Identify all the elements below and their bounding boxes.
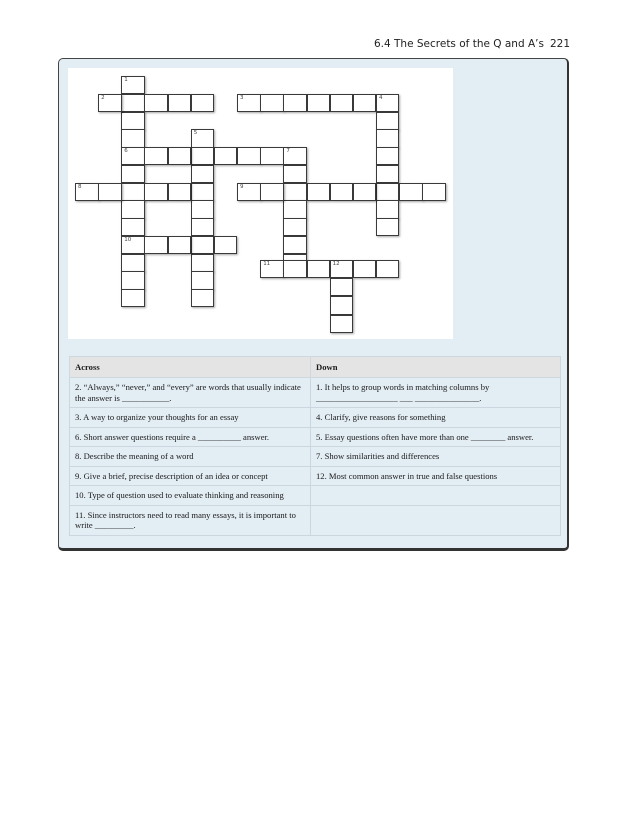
crossword-cell[interactable] xyxy=(191,165,215,183)
crossword-cell[interactable] xyxy=(168,236,192,254)
across-clue-3: 3. A way to organize your thoughts for an essay xyxy=(70,408,311,428)
clue-number: 5 xyxy=(193,130,198,137)
crossword-cell[interactable] xyxy=(98,94,122,112)
crossword-cell[interactable] xyxy=(237,147,261,165)
clue-number: 8 xyxy=(78,183,82,190)
down-clue-4: 4. Clarify, give reasons for something xyxy=(311,408,561,428)
crossword-cell[interactable] xyxy=(191,94,215,112)
clue-row xyxy=(70,427,561,447)
running-head-title: 6.4 The Secrets of the Q and A’s xyxy=(373,38,544,50)
across-clue-8: 8. Describe the meaning of a word xyxy=(70,447,311,467)
clue-row xyxy=(70,408,561,428)
clue-number: 1 xyxy=(124,77,128,83)
crossword-cell[interactable] xyxy=(376,218,400,236)
crossword-cell[interactable] xyxy=(330,183,354,201)
crossword-cell[interactable] xyxy=(330,94,354,112)
crossword-cell[interactable] xyxy=(399,183,423,201)
clue-row xyxy=(70,378,561,408)
crossword-cell[interactable] xyxy=(283,218,307,236)
down-clue-1: 1. It helps to group words in matching columns by ___________________ ___ _______________. xyxy=(311,378,561,408)
crossword-cell[interactable] xyxy=(191,183,215,201)
crossword-cell[interactable] xyxy=(376,200,400,218)
crossword-cell[interactable] xyxy=(191,236,215,254)
clue-number: 6 xyxy=(124,148,128,154)
crossword-cell[interactable] xyxy=(376,260,400,278)
crossword-cell[interactable] xyxy=(191,218,215,236)
crossword-cell[interactable] xyxy=(144,94,168,112)
crossword-cell[interactable] xyxy=(330,260,354,278)
crossword-grid xyxy=(68,68,453,339)
down-clue-7: 7. Show similarities and differences xyxy=(311,447,561,467)
crossword-cell[interactable] xyxy=(121,94,145,112)
down-header: Down xyxy=(311,357,561,378)
clues-table xyxy=(69,356,561,536)
down-clue-12: 12. Most common answer in true and false questions xyxy=(311,466,561,486)
across-clue-6: 6. Short answer questions require a __________ answer. xyxy=(70,427,311,447)
page-number: 221 xyxy=(549,38,570,50)
crossword-cell[interactable] xyxy=(307,183,331,201)
clue-row xyxy=(70,486,561,506)
crossword-cell[interactable] xyxy=(260,147,284,165)
crossword-cell[interactable] xyxy=(422,183,446,201)
crossword-cell[interactable] xyxy=(121,289,145,307)
crossword-cell[interactable] xyxy=(121,165,145,183)
across-clue-11: 11. Since instructors need to read many essays, it is important to write _________. xyxy=(70,505,311,535)
crossword-cell[interactable] xyxy=(121,200,145,218)
crossword-cell[interactable] xyxy=(376,165,400,183)
clue-number: 12 xyxy=(332,260,340,267)
crossword-cell[interactable] xyxy=(121,112,145,130)
crossword-cell[interactable] xyxy=(75,183,99,201)
running-head xyxy=(374,38,570,50)
crossword-cell[interactable] xyxy=(214,147,238,165)
clue-number: 9 xyxy=(240,183,244,190)
crossword-cell[interactable] xyxy=(191,289,215,307)
crossword-cell[interactable] xyxy=(283,147,307,165)
clues-header-row xyxy=(70,357,561,378)
crossword-cell[interactable] xyxy=(144,183,168,201)
crossword-cell[interactable] xyxy=(191,271,215,289)
crossword-cell[interactable] xyxy=(121,236,145,254)
crossword-cell[interactable] xyxy=(376,129,400,147)
crossword-cell[interactable] xyxy=(376,112,400,130)
crossword-cell[interactable] xyxy=(191,254,215,272)
crossword-cell[interactable] xyxy=(121,76,145,94)
crossword-cell[interactable] xyxy=(121,183,145,201)
crossword-cell[interactable] xyxy=(376,147,400,165)
empty-cell xyxy=(311,486,561,506)
clue-number: 7 xyxy=(286,148,290,154)
crossword-cell[interactable] xyxy=(191,200,215,218)
crossword-cell[interactable] xyxy=(121,147,145,165)
crossword-cell[interactable] xyxy=(121,218,145,236)
crossword-cell[interactable] xyxy=(353,94,377,112)
crossword-cell[interactable] xyxy=(307,94,331,112)
crossword-cell[interactable] xyxy=(98,183,122,201)
crossword-cell[interactable] xyxy=(283,260,307,278)
crossword-cell[interactable] xyxy=(283,200,307,218)
empty-cell xyxy=(311,505,561,535)
crossword-cell[interactable] xyxy=(144,236,168,254)
crossword-cell[interactable] xyxy=(283,94,307,112)
crossword-cell[interactable] xyxy=(214,236,238,254)
across-clue-9: 9. Give a brief, precise description of an idea or concept xyxy=(70,466,311,486)
clue-row xyxy=(70,447,561,467)
crossword-cell[interactable] xyxy=(330,278,354,296)
crossword-cell[interactable] xyxy=(237,183,261,201)
down-clue-5: 5. Essay questions often have more than one ________ answer. xyxy=(311,427,561,447)
crossword-cell[interactable] xyxy=(307,260,331,278)
crossword-cell[interactable] xyxy=(168,94,192,112)
crossword-cell[interactable] xyxy=(376,183,400,201)
crossword-cell[interactable] xyxy=(121,129,145,147)
crossword-cell[interactable] xyxy=(168,147,192,165)
clue-number: 4 xyxy=(378,94,383,101)
crossword-cell[interactable] xyxy=(283,183,307,201)
clue-row xyxy=(70,466,561,486)
crossword-cell[interactable] xyxy=(191,147,215,165)
clue-number: 11 xyxy=(263,260,271,267)
crossword-cell[interactable] xyxy=(191,129,215,147)
crossword-cell[interactable] xyxy=(168,183,192,201)
clue-number: 3 xyxy=(240,94,244,101)
crossword-cell[interactable] xyxy=(260,94,284,112)
across-header: Across xyxy=(70,357,311,378)
clue-row xyxy=(70,505,561,535)
crossword-cell[interactable] xyxy=(376,94,400,112)
clue-number: 10 xyxy=(124,236,132,243)
crossword-cell[interactable] xyxy=(353,183,377,201)
crossword-cell[interactable] xyxy=(237,94,261,112)
across-clue-10: 10. Type of question used to evaluate thinking and reasoning xyxy=(70,486,311,506)
crossword-cell[interactable] xyxy=(330,315,354,333)
crossword-cell[interactable] xyxy=(121,271,145,289)
crossword-cell[interactable] xyxy=(353,260,377,278)
crossword-cell[interactable] xyxy=(283,165,307,183)
crossword-cell[interactable] xyxy=(260,260,284,278)
clue-number: 2 xyxy=(101,94,105,101)
crossword-cell[interactable] xyxy=(283,236,307,254)
crossword-cell[interactable] xyxy=(144,147,168,165)
across-clue-2: 2. “Always,” “never,” and “every” are words that usually indicate the answer is ___________. xyxy=(70,378,311,408)
crossword-cell[interactable] xyxy=(260,183,284,201)
crossword-cell[interactable] xyxy=(121,254,145,272)
crossword-cell[interactable] xyxy=(330,296,354,314)
